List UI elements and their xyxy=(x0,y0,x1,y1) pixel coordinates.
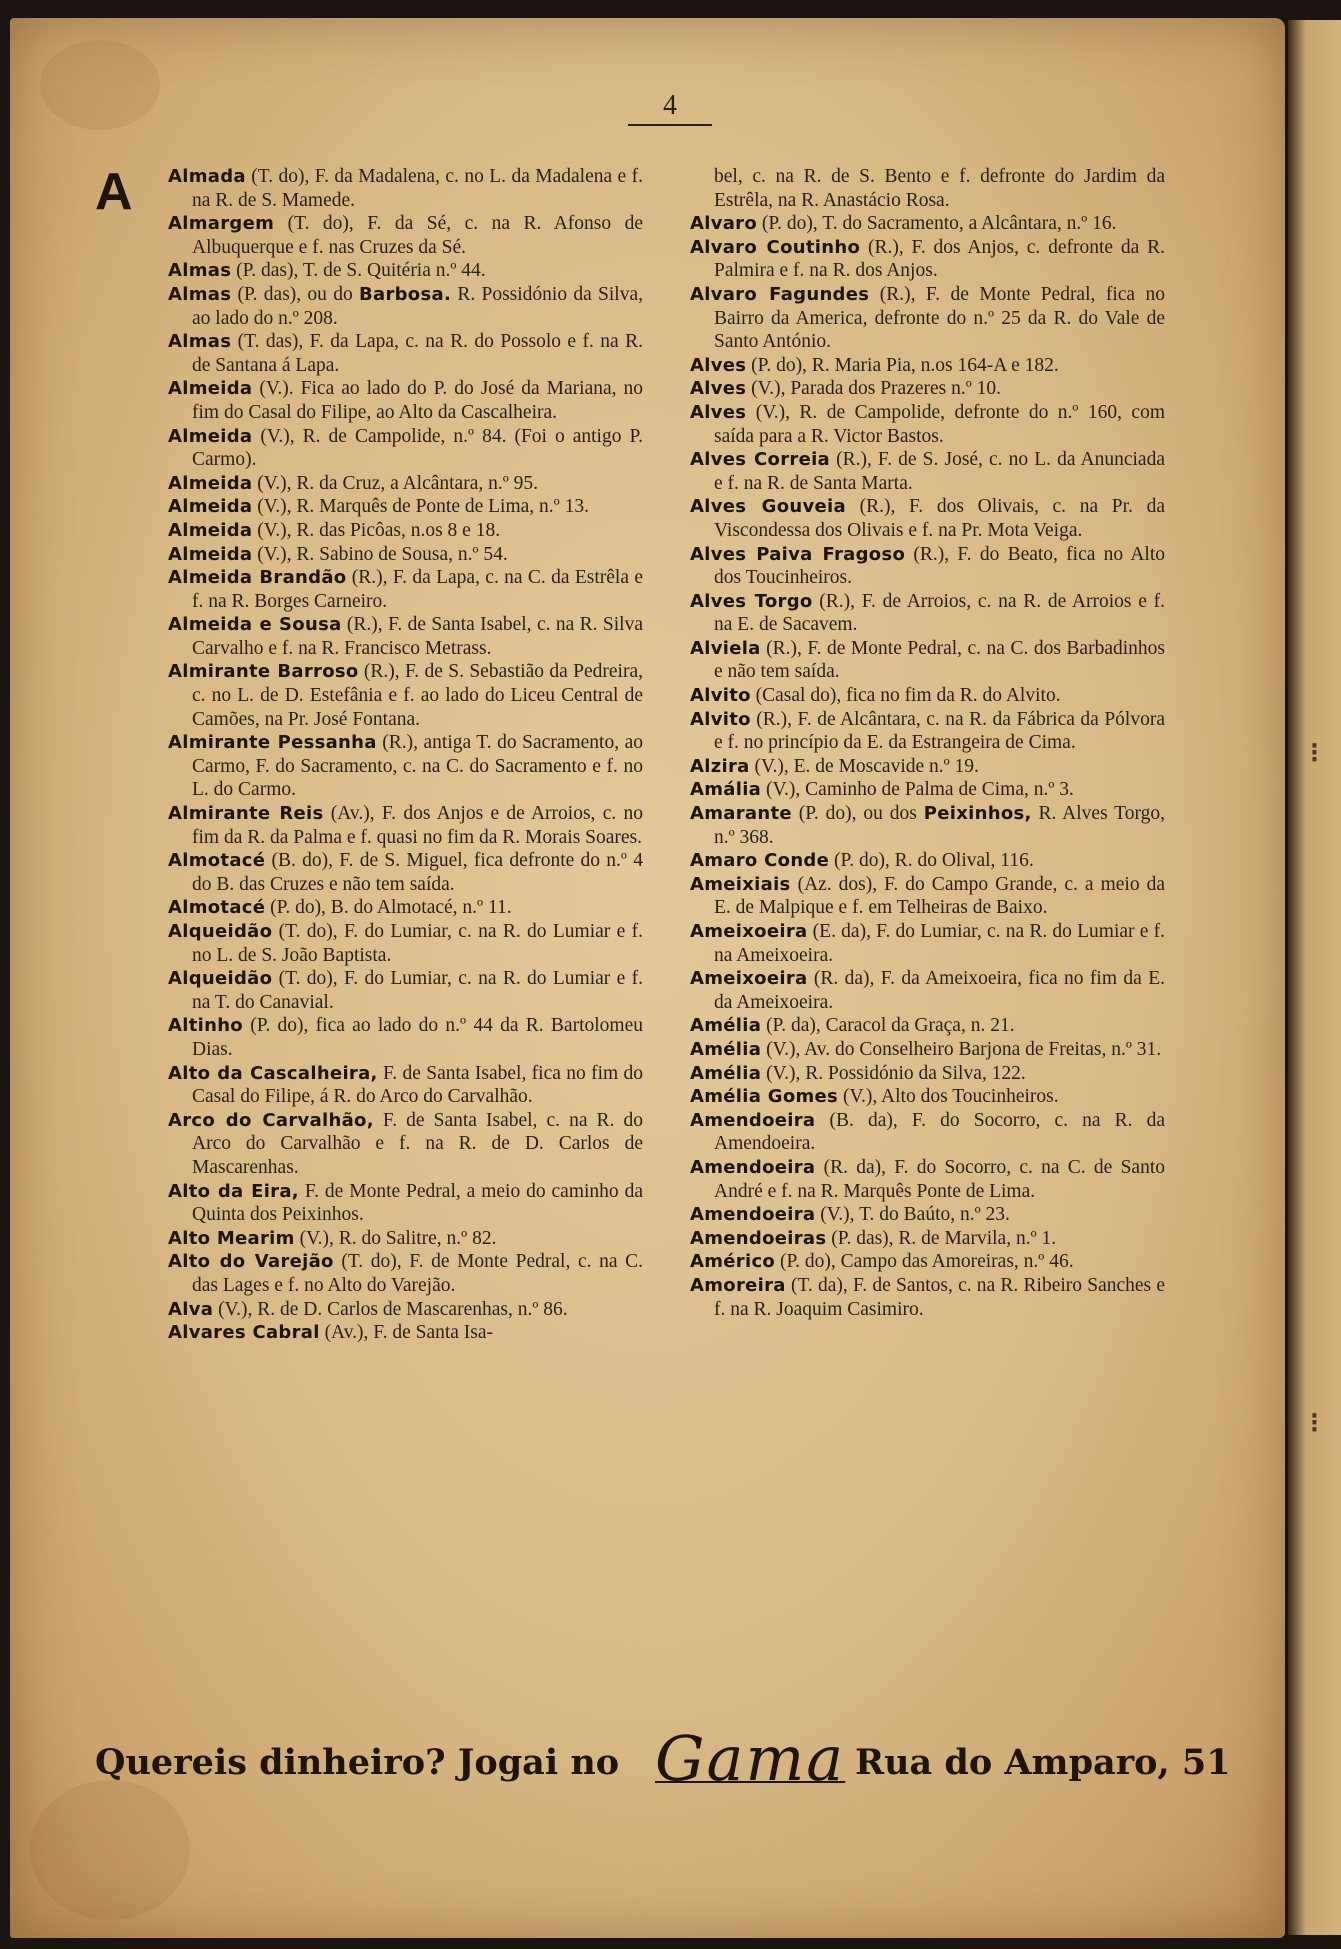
entry-description: (P. do), Campo das Amoreiras, n.º 46. xyxy=(775,1251,1074,1273)
street-name: Alqueidão xyxy=(168,921,273,942)
entry-description: (V.), R. de Campolide, defronte do n.º 160, com saída para a R. Victor Bastos. xyxy=(714,401,1165,447)
entry-description: (Av.), F. de Santa Isa- xyxy=(319,1322,494,1344)
street-entry xyxy=(690,849,1165,873)
street-entry xyxy=(168,849,643,896)
entry-description: (R.), F. de Arroios, c. na R. de Arroios e f. na E. de Sacavem. xyxy=(714,590,1165,636)
entry-description: (R.), F. de Alcântara, c. na R. da Fábrica da Pólvora e f. no princípio da E. da Estrangeira de Cima. xyxy=(714,708,1165,754)
entry-description: (T. do), F. do Lumiar, c. na R. do Lumiar e f. na T. do Canavial. xyxy=(192,968,643,1013)
left-column xyxy=(168,165,643,1345)
street-entry xyxy=(168,967,643,1014)
street-name: Amélia xyxy=(690,1038,762,1060)
entry-description: (Az. dos), F. do Campo Grande, c. a meio da E. de Malpique e f. em Telheiras de Baixo. xyxy=(714,873,1165,919)
street-name: Almeida e Sousa xyxy=(168,614,342,636)
street-entry xyxy=(690,401,1165,448)
entry-description: (V.), R. do Salitre, n.º 82. xyxy=(294,1227,497,1249)
street-name: Almeida xyxy=(168,472,253,494)
entry-description: (P. das), ou do xyxy=(231,283,359,305)
entry-description: (Casal do), fica no fim da R. do Alvito. xyxy=(750,685,1061,707)
street-entry xyxy=(168,566,643,613)
adjacent-page-edge xyxy=(1288,20,1341,1935)
entry-description: (V.), R. das Picôas, n.os 8 e 18. xyxy=(252,519,501,541)
entry-description: (B. do), F. de S. Miguel, fica defronte do n.º 4 do B. das Cruzes e não tem saída. xyxy=(192,850,643,895)
gama-logo: Gama xyxy=(655,1722,846,1795)
entry-description: (V.), Parada dos Prazeres n.º 10. xyxy=(746,378,1002,400)
street-entry xyxy=(168,1180,643,1227)
street-name: Almirante Reis xyxy=(168,803,324,825)
street-name: Alvito xyxy=(690,685,751,707)
street-entry xyxy=(168,165,643,212)
entry-description: (P. do), B. do Almotacé, n.º 11. xyxy=(265,897,512,919)
entry-description: (R.), F. dos Anjos, c. defronte da R. Palmira e f. na R. dos Anjos. xyxy=(714,236,1165,282)
street-name: Alves xyxy=(690,378,747,400)
street-entry xyxy=(168,1227,643,1251)
advertisement-footer xyxy=(95,1722,1250,1812)
entry-description: (T. da), F. de Santos, c. na R. Ribeiro Sanches e f. na R. Joaquim Casimiro. xyxy=(714,1274,1165,1320)
street-name: Almeida xyxy=(168,496,253,518)
street-name: Alves Correia xyxy=(690,449,830,471)
street-name: Amarante xyxy=(690,803,792,825)
street-alias: Barbosa. xyxy=(358,283,452,305)
street-entry xyxy=(690,543,1165,590)
street-name: Amoreira xyxy=(690,1274,786,1296)
entry-description: (B. da), F. do Socorro, c. na R. da Amendoeira. xyxy=(714,1109,1165,1155)
street-name: Amaro Conde xyxy=(690,850,830,872)
street-entry xyxy=(690,212,1165,236)
entry-description: (T. do), F. da Sé, c. na R. Afonso de Albuquerque e f. nas Cruzes da Sé. xyxy=(192,213,643,258)
entry-description: (P. do), T. do Sacramento, a Alcântara, n.º 16. xyxy=(757,213,1117,235)
street-entry xyxy=(690,448,1165,495)
street-entry xyxy=(690,1038,1165,1062)
street-name: Alves Gouveia xyxy=(690,496,846,518)
entry-description: (P. do), R. do Olival, 116. xyxy=(829,850,1034,872)
street-name: Almirante Pessanha xyxy=(168,732,377,754)
street-name: Alviela xyxy=(690,637,761,659)
street-entry xyxy=(690,1274,1165,1321)
street-entry xyxy=(168,425,643,472)
adjacent-page-mark: ⁝ xyxy=(1310,1408,1319,1439)
street-entry xyxy=(690,637,1165,684)
street-name: Ameixoeira xyxy=(690,968,808,990)
street-entry xyxy=(168,1250,643,1297)
street-name: Alzira xyxy=(690,755,750,777)
entry-description: (V.), Av. do Conselheiro Barjona de Freitas, n.º 31. xyxy=(761,1038,1162,1060)
entry-description: F. de Monte Pedral, a meio do caminho da Quinta dos Peixinhos. xyxy=(192,1180,643,1226)
street-entry xyxy=(168,1298,643,1322)
entry-description: (V.), R. Marquês de Ponte de Lima, n.º 13. xyxy=(252,496,589,518)
entry-description: R. Alves Torgo, n.º 368. xyxy=(714,803,1165,848)
entry-description: (R. da), F. da Ameixoeira, fica no fim da E. da Ameixoeira. xyxy=(714,968,1165,1013)
street-entry xyxy=(690,165,1165,212)
entry-description: (P. do), ou dos xyxy=(791,803,924,825)
section-letter: A xyxy=(95,163,133,221)
street-name: Almas xyxy=(168,260,232,282)
entry-description: (V.), R. Possidónio da Silva, 122. xyxy=(761,1062,1026,1084)
entry-description: (T. do), F. do Lumiar, c. na R. do Lumiar e f. no L. de S. João Baptista. xyxy=(192,921,643,966)
street-name: Alva xyxy=(168,1298,214,1320)
street-entry xyxy=(168,920,643,967)
street-name: Alves xyxy=(690,354,747,376)
street-entry xyxy=(690,590,1165,637)
street-entry xyxy=(690,236,1165,283)
street-entry xyxy=(168,495,643,519)
page-number: 4 xyxy=(600,90,740,122)
advertisement-address: Rua do Amparo, 51 xyxy=(855,1742,1231,1783)
street-name: Amendoeira xyxy=(690,1156,816,1178)
street-entry xyxy=(690,920,1165,967)
street-name: Amélia xyxy=(690,1062,762,1084)
street-entry xyxy=(168,519,643,543)
right-column xyxy=(690,165,1165,1321)
street-entry xyxy=(690,708,1165,755)
street-entry xyxy=(168,1109,643,1180)
entry-description: (Av.), F. dos Anjos e de Arroios, c. no fim da R. da Palma e f. quasi no fim da R. Morais Soares. xyxy=(192,803,643,848)
street-alias: Peixinhos, xyxy=(923,803,1032,825)
entry-description: F. de Santa Isabel, c. na R. do Arco do Carvalhão e f. na R. de D. Carlos de Mascarenhas. xyxy=(192,1109,643,1178)
entry-description: (T. do), F. de Monte Pedral, c. na C. das Lages e f. no Alto do Varejão. xyxy=(192,1251,644,1296)
street-entry xyxy=(690,873,1165,920)
street-name: Américo xyxy=(690,1251,776,1273)
entry-description: (R.), F. dos Olivais, c. na Pr. da Viscondessa dos Olivais e f. na Pr. Mota Veiga. xyxy=(714,496,1165,541)
street-name: Amendoeira xyxy=(690,1109,816,1131)
street-entry xyxy=(168,613,643,660)
entry-description: (R.), F. do Beato, fica no Alto dos Toucinheiros. xyxy=(714,543,1165,589)
street-entry xyxy=(690,778,1165,802)
street-name: Ameixiais xyxy=(690,873,791,895)
entry-description: (P. do), R. Maria Pia, n.os 164-A e 182. xyxy=(746,354,1059,376)
entry-description: (T. do), F. da Madalena, c. no L. da Madalena e f. na R. de S. Mamede. xyxy=(192,166,643,211)
entry-description: (E. da), F. do Lumiar, c. na R. do Lumiar e f. na Ameixoeira. xyxy=(714,921,1165,966)
entry-continuation: bel, c. na R. de S. Bento e f. defronte do Jardim da Estrêla, na R. Anastácio Rosa. xyxy=(714,166,1165,211)
entry-description: (V.), R. da Cruz, a Alcântara, n.º 95. xyxy=(252,472,539,494)
street-entry xyxy=(690,1109,1165,1156)
entry-description: (V.), R. de D. Carlos de Mascarenhas, n.º 86. xyxy=(213,1298,568,1320)
street-name: Almeida Brandão xyxy=(168,567,347,589)
street-entry xyxy=(168,330,643,377)
street-name: Amendoeiras xyxy=(690,1227,827,1249)
street-name: Almas xyxy=(168,283,232,305)
street-name: Alvares Cabral xyxy=(168,1322,320,1344)
street-name: Alto Mearim xyxy=(168,1227,295,1249)
street-name: Alves Paiva Fragoso xyxy=(690,543,906,565)
street-entry xyxy=(168,283,643,330)
street-entry xyxy=(168,472,643,496)
street-name: Alves xyxy=(690,401,747,423)
entry-description: (P. das), T. de S. Quitéria n.º 44. xyxy=(231,260,486,282)
street-name: Alto do Varejão xyxy=(168,1251,334,1273)
street-name: Almotacé xyxy=(168,897,266,919)
street-name: Amélia xyxy=(690,1015,762,1037)
street-name: Almirante Barroso xyxy=(168,661,359,683)
street-entry xyxy=(690,1250,1165,1274)
street-name: Alto da Eira, xyxy=(168,1180,299,1202)
street-entry xyxy=(690,1227,1165,1251)
street-name: Alvaro xyxy=(690,213,758,235)
street-entry xyxy=(690,1062,1165,1086)
entry-description: (V.). Fica ao lado do P. do José da Mariana, no fim do Casal do Filipe, ao Alto da Cascalheira. xyxy=(192,378,643,423)
entry-description: (V.), Alto dos Toucinheiros. xyxy=(838,1086,1059,1108)
street-name: Almada xyxy=(168,166,246,187)
street-name: Alvaro Coutinho xyxy=(690,236,861,258)
street-entry xyxy=(168,543,643,567)
street-entry xyxy=(168,259,643,283)
street-name: Ameixoeira xyxy=(690,921,808,942)
street-name: Amendoeira xyxy=(690,1204,816,1226)
street-entry xyxy=(690,967,1165,1014)
street-entry xyxy=(690,684,1165,708)
street-entry xyxy=(168,1014,643,1061)
street-entry xyxy=(168,802,643,849)
entry-description: F. de Santa Isabel, fica no fim do Casal do Filipe, á R. do Arco do Carvalhão. xyxy=(192,1062,643,1108)
street-name: Alqueidão xyxy=(168,968,273,990)
street-entry xyxy=(690,495,1165,542)
street-entry xyxy=(168,1321,643,1345)
entry-description: (R.), F. de S. José, c. no L. da Anunciada e f. na R. de Santa Marta. xyxy=(714,449,1165,494)
street-entry xyxy=(168,660,643,731)
street-name: Alto da Cascalheira, xyxy=(168,1062,378,1084)
street-name: Almotacé xyxy=(168,850,266,872)
street-entry xyxy=(690,377,1165,401)
entry-description: (R.), F. de Monte Pedral, c. na C. dos Barbadinhos e não tem saída. xyxy=(714,637,1165,683)
street-name: Alves Torgo xyxy=(690,590,813,612)
street-name: Almeida xyxy=(168,543,253,565)
street-entry xyxy=(168,731,643,802)
street-entry xyxy=(690,755,1165,779)
entry-description: (V.), R. Sabino de Sousa, n.º 54. xyxy=(252,543,508,565)
entry-description: (R.), F. da Lapa, c. na C. da Estrêla e f. na R. Borges Carneiro. xyxy=(192,567,643,612)
entry-description: (R. da), F. do Socorro, c. na C. de Santo André e f. na R. Marquês Ponte de Lima. xyxy=(714,1156,1165,1202)
street-entry xyxy=(690,1014,1165,1038)
entry-description: (P. do), fica ao lado do n.º 44 da R. Bartolomeu Dias. xyxy=(192,1015,643,1060)
entry-description: R. Possidónio da Silva, ao lado do n.º 208. xyxy=(192,283,644,329)
entry-description: (P. da), Caracol da Graça, n. 21. xyxy=(761,1015,1015,1037)
street-name: Arco do Carvalhão, xyxy=(168,1109,374,1131)
street-entry xyxy=(690,802,1165,849)
entry-description: (V.), R. de Campolide, n.º 84. (Foi o antigo P. Carmo). xyxy=(192,425,643,471)
street-entry xyxy=(168,377,643,424)
street-name: Almas xyxy=(168,331,232,353)
entry-description: (R.), F. de S. Sebastião da Pedreira, c. no L. de D. Estefânia e f. ao lado do Liceu Central de Camões, na Pr. José Fontana. xyxy=(192,661,643,730)
street-name: Alvaro Fagundes xyxy=(690,283,870,305)
street-entry xyxy=(690,1085,1165,1109)
street-name: Altinho xyxy=(168,1015,243,1037)
street-entry xyxy=(168,1062,643,1109)
street-name: Alvito xyxy=(690,708,751,730)
entry-description: (T. das), F. da Lapa, c. na R. do Possolo e f. na R. de Santana á Lapa. xyxy=(192,331,643,376)
entry-description: (R.), F. de Santa Isabel, c. na R. Silva Carvalho e f. na R. Francisco Metrass. xyxy=(192,614,644,659)
entry-description: (V.), Caminho de Palma de Cima, n.º 3. xyxy=(761,779,1074,801)
street-name: Almeida xyxy=(168,378,253,400)
street-name: Almeida xyxy=(168,519,253,541)
advertisement-text: Quereis dinheiro? Jogai no xyxy=(95,1742,620,1783)
street-name: Almargem xyxy=(168,213,275,235)
entry-description: (V.), E. de Moscavide n.º 19. xyxy=(749,755,979,777)
street-entry xyxy=(168,896,643,920)
street-entry xyxy=(690,1203,1165,1227)
entry-description: (R.), antiga T. do Sacramento, ao Carmo, F. do Sacramento, c. na C. do Sacramento e f. no L. do Carmo. xyxy=(192,732,644,801)
street-entry xyxy=(690,1156,1165,1203)
entry-description: (R.), F. de Monte Pedral, fica no Bairro da America, defronte do n.º 25 da R. do Vale de Santo António. xyxy=(714,283,1165,353)
adjacent-page-mark: ⁝ xyxy=(1310,738,1319,769)
street-name: Almeida xyxy=(168,425,253,447)
entry-description: (P. das), R. de Marvila, n.º 1. xyxy=(826,1227,1057,1249)
street-name: Amália xyxy=(690,779,762,801)
street-entry xyxy=(168,212,643,259)
entry-description: (V.), T. do Baúto, n.º 23. xyxy=(815,1204,1010,1226)
street-entry xyxy=(690,354,1165,378)
street-name: Amélia Gomes xyxy=(690,1086,839,1108)
street-entry xyxy=(690,283,1165,354)
